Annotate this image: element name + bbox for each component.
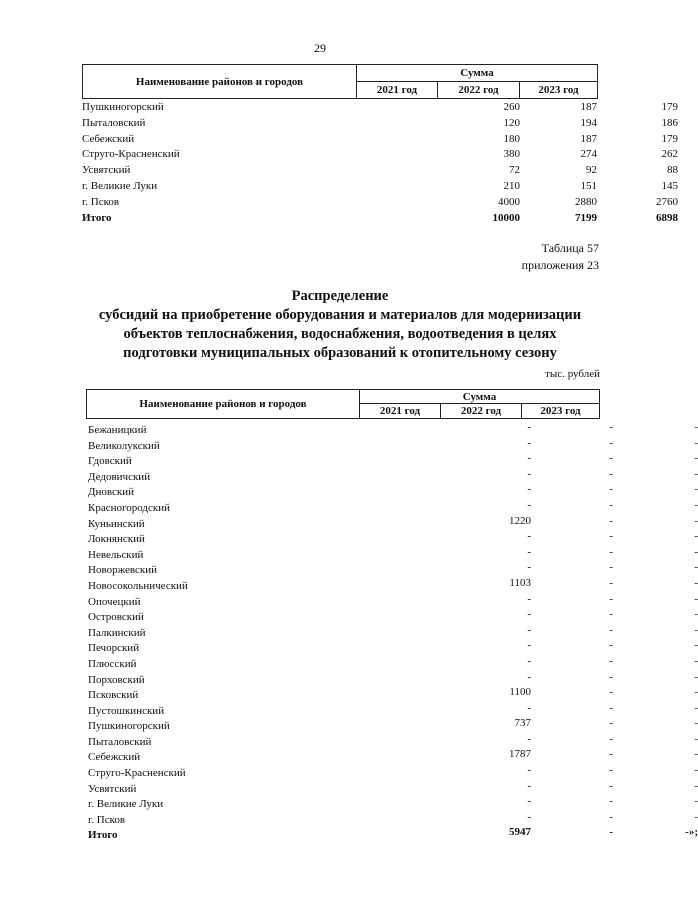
value-2023: - — [694, 608, 698, 621]
row-name: Плюсский — [88, 657, 137, 670]
table1-header — [82, 64, 598, 99]
row-name: г. Великие Луки — [88, 798, 164, 811]
row-name: Усвятский — [88, 782, 137, 795]
value-2022: - — [609, 530, 613, 543]
value-2022: - — [609, 467, 613, 480]
value-2021: 1220 — [509, 514, 531, 527]
value-2022: 187 — [580, 132, 597, 145]
row-name: Гдовский — [88, 455, 132, 468]
row-name: г. Псков — [82, 195, 120, 208]
value-2021: - — [527, 608, 531, 621]
value-2023: - — [694, 576, 698, 589]
row-name: Островский — [88, 611, 144, 624]
value-2023: 179 — [661, 132, 678, 145]
value-2023: 262 — [661, 148, 678, 161]
table2-header — [86, 389, 600, 419]
table-reference — [522, 240, 599, 274]
value-2023: 2760 — [656, 195, 678, 208]
table2-body — [88, 421, 698, 844]
row-name: Пустошкинский — [88, 704, 165, 717]
value-2022: - — [609, 748, 613, 761]
value-2023: - — [694, 779, 698, 792]
value-2023: 6898 — [656, 211, 678, 224]
row-name: Дновский — [88, 486, 135, 499]
table-row — [82, 163, 678, 179]
value-2021: - — [527, 436, 531, 449]
value-2023: - — [694, 810, 698, 823]
value-2023: - — [694, 452, 698, 465]
title-line: объектов теплоснабжения, водоснабжения, водоотведения в целях — [123, 326, 557, 342]
value-2022: 187 — [580, 101, 597, 113]
value-2023: - — [694, 748, 698, 761]
value-2023: - — [694, 764, 698, 777]
row-name: Дедовичский — [88, 470, 151, 483]
value-2021: 1787 — [509, 748, 531, 761]
table-total-row — [82, 211, 678, 227]
value-2023: - — [694, 467, 698, 480]
table2-header-name: Наименование районов и городов — [87, 390, 360, 419]
value-2023: - — [694, 623, 698, 636]
row-name: г. Псков — [88, 813, 126, 826]
value-2022: - — [609, 436, 613, 449]
value-2023: 179 — [661, 101, 678, 113]
value-2022: - — [609, 779, 613, 792]
value-2023: - — [694, 530, 698, 543]
value-2021: - — [527, 670, 531, 683]
value-2022: - — [609, 686, 613, 699]
table-row — [82, 195, 678, 211]
row-name: Куньинский — [88, 517, 145, 530]
row-name: Итого — [88, 829, 118, 842]
value-2022: - — [609, 795, 613, 808]
row-name: Усвятский — [82, 164, 131, 177]
value-2022: - — [609, 421, 613, 433]
value-2022: - — [609, 717, 613, 730]
value-2022: 194 — [580, 116, 597, 129]
table-reference-number: Таблица 57 — [541, 241, 599, 255]
value-2022: 274 — [580, 148, 597, 161]
row-name: Локнянский — [88, 533, 145, 546]
value-2022: - — [609, 576, 613, 589]
value-2021: - — [527, 561, 531, 574]
value-2022: 151 — [580, 179, 597, 192]
value-2021: - — [527, 795, 531, 808]
table1-header-year: 2023 год — [520, 82, 598, 99]
page-number: 29 — [314, 41, 326, 55]
row-name: Палкинский — [88, 626, 146, 639]
row-name: Великолукский — [88, 439, 160, 452]
value-2022: - — [609, 592, 613, 605]
table2-header-year: 2023 год — [522, 404, 600, 419]
row-name: Пушкиногорский — [88, 720, 170, 733]
value-2021: 1103 — [509, 576, 531, 589]
value-2021: 4000 — [498, 195, 520, 208]
row-name: Струго-Красненский — [82, 148, 180, 161]
value-2021: 5947 — [509, 826, 531, 839]
table1-body — [82, 100, 678, 226]
row-name: Невельский — [88, 548, 144, 561]
title-line: субсидий на приобретение оборудования и материалов для модернизации — [98, 307, 582, 323]
value-2022: - — [609, 514, 613, 527]
value-2022: - — [609, 498, 613, 511]
table-row — [82, 147, 678, 163]
value-2021: 260 — [503, 101, 520, 113]
value-2023: 88 — [667, 164, 678, 177]
value-2021: - — [527, 467, 531, 480]
row-name: Итого — [82, 211, 112, 224]
row-name: Пыталовский — [88, 735, 152, 748]
value-2023: 145 — [661, 179, 678, 192]
units-label: тыс. рублей — [545, 368, 600, 380]
value-2023: - — [694, 732, 698, 745]
value-2021: 120 — [503, 116, 520, 129]
row-name: Бежаницкий — [88, 424, 147, 436]
value-2023: -»; — [685, 826, 698, 839]
value-2023: - — [694, 514, 698, 527]
row-name: Печорский — [88, 642, 140, 655]
value-2022: - — [609, 732, 613, 745]
value-2023: - — [694, 795, 698, 808]
value-2022: - — [609, 545, 613, 558]
value-2021: 180 — [503, 132, 520, 145]
value-2022: - — [609, 608, 613, 621]
value-2021: - — [527, 764, 531, 777]
value-2021: 1100 — [509, 686, 531, 699]
value-2022: - — [609, 670, 613, 683]
value-2023: - — [694, 483, 698, 496]
value-2021: - — [527, 421, 531, 433]
value-2022: - — [609, 826, 613, 839]
value-2022: - — [609, 701, 613, 714]
row-name: г. Великие Луки — [82, 179, 158, 192]
table2-header-year: 2022 год — [441, 404, 522, 419]
value-2023: - — [694, 670, 698, 683]
table-row — [82, 132, 678, 148]
table-total-row — [88, 826, 698, 844]
value-2021: - — [527, 701, 531, 714]
value-2021: 72 — [509, 164, 520, 177]
value-2023: - — [694, 654, 698, 667]
value-2021: - — [527, 483, 531, 496]
value-2023: - — [694, 545, 698, 558]
row-name: Пушкиногорский — [82, 101, 164, 113]
value-2022: - — [609, 483, 613, 496]
value-2021: 210 — [503, 179, 520, 192]
value-2022: 2880 — [575, 195, 597, 208]
value-2023: - — [694, 686, 698, 699]
value-2021: - — [527, 810, 531, 823]
value-2022: - — [609, 654, 613, 667]
table2-header-sum: Сумма — [360, 390, 600, 404]
value-2021: 380 — [503, 148, 520, 161]
value-2023: - — [694, 561, 698, 574]
value-2023: - — [694, 421, 698, 433]
value-2021: 737 — [514, 717, 531, 730]
value-2021: - — [527, 592, 531, 605]
value-2021: 10000 — [492, 211, 520, 224]
value-2021: - — [527, 498, 531, 511]
document-title — [40, 287, 640, 363]
row-name: Порховский — [88, 673, 145, 686]
table-row — [82, 116, 678, 132]
table1-header-name: Наименование районов и городов — [83, 65, 357, 99]
row-name: Опочецкий — [88, 595, 141, 608]
value-2022: - — [609, 639, 613, 652]
value-2022: - — [609, 623, 613, 636]
value-2022: - — [609, 764, 613, 777]
row-name: Красногородский — [88, 501, 171, 514]
value-2023: - — [694, 639, 698, 652]
value-2023: - — [694, 436, 698, 449]
title-line: Распределение — [291, 288, 389, 304]
value-2022: 7199 — [575, 211, 597, 224]
value-2022: 92 — [586, 164, 597, 177]
row-name: Себежский — [88, 751, 141, 764]
value-2021: - — [527, 732, 531, 745]
value-2021: - — [527, 623, 531, 636]
value-2021: - — [527, 530, 531, 543]
value-2021: - — [527, 654, 531, 667]
value-2023: - — [694, 592, 698, 605]
table1-header-sum: Сумма — [357, 65, 598, 82]
value-2022: - — [609, 810, 613, 823]
table-reference-appendix: приложения 23 — [521, 258, 599, 272]
title-line: подготовки муниципальных образований к отопительному сезону — [123, 345, 557, 361]
value-2023: - — [694, 701, 698, 714]
table1-header-year: 2021 год — [357, 82, 438, 99]
row-name: Новоржевский — [88, 564, 158, 577]
value-2021: - — [527, 545, 531, 558]
row-name: Пыталовский — [82, 116, 146, 129]
value-2023: 186 — [661, 116, 678, 129]
value-2021: - — [527, 452, 531, 465]
table2-header-year: 2021 год — [360, 404, 441, 419]
value-2023: - — [694, 498, 698, 511]
value-2021: - — [527, 639, 531, 652]
value-2022: - — [609, 452, 613, 465]
row-name: Новосокольнический — [88, 579, 188, 592]
table-row — [82, 179, 678, 195]
row-name: Псковский — [88, 689, 139, 702]
value-2021: - — [527, 779, 531, 792]
table-row — [82, 100, 678, 116]
value-2022: - — [609, 561, 613, 574]
table1-header-year: 2022 год — [438, 82, 520, 99]
row-name: Себежский — [82, 132, 135, 145]
value-2023: - — [694, 717, 698, 730]
row-name: Струго-Красненский — [88, 767, 186, 780]
